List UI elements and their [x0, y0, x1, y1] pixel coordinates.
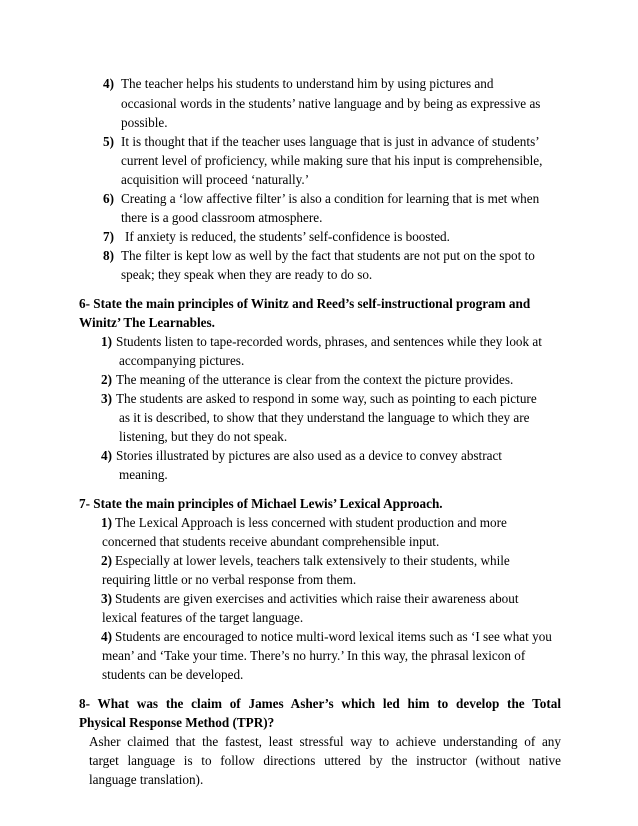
section-heading: Winitz’ The Learnables.	[79, 315, 215, 330]
list-item-text: The Lexical Approach is less concerned with student production and more	[115, 515, 507, 530]
list-item-text: occasional words in the students’ native language and by being as expressive as	[121, 96, 541, 111]
list-item-text: The students are asked to respond in some way, such as pointing to each picture	[116, 391, 537, 406]
section-heading: 8- What was the claim of James Asher’s which led him to develop the Total	[79, 696, 561, 711]
list-item-text: current level of proficiency, while making sure that his input is comprehensible,	[121, 153, 543, 168]
list-item-number: 4)	[101, 448, 112, 463]
list-item-number: 3)	[101, 391, 112, 406]
list-item-text: students can be developed.	[102, 667, 244, 682]
list-item-number: 1)	[101, 515, 112, 530]
list-item-text: The teacher helps his students to understand him by using pictures and	[121, 76, 494, 91]
list-item-number: 8)	[103, 248, 114, 263]
section-heading: Physical Response Method (TPR)?	[79, 715, 275, 730]
answer-text: language translation).	[89, 772, 204, 787]
list-item-text: Students are given exercises and activities which raise their awareness about	[115, 591, 519, 606]
list-item-text: If anxiety is reduced, the students’ self-confidence is boosted.	[125, 229, 450, 244]
list-item-number: 4)	[103, 76, 114, 91]
list-item-number: 2)	[101, 553, 112, 568]
list-item-text: accompanying pictures.	[119, 353, 245, 368]
list-item-text: as it is described, to show that they understand the language to which they are	[119, 410, 530, 425]
list-item-text: acquisition will proceed ‘naturally.’	[121, 172, 310, 187]
list-item-text: Especially at lower levels, teachers talk extensively to their students, while	[115, 553, 510, 568]
list-item-text: concerned that students receive abundant comprehensible input.	[102, 534, 440, 549]
answer-text: target language is to follow directions uttered by the instructor (without native	[89, 753, 561, 768]
answer-text: Asher claimed that the fastest, least stressful way to achieve understanding of any	[89, 734, 561, 749]
list-item-text: It is thought that if the teacher uses language that is just in advance of students’	[121, 134, 540, 149]
list-item-text: possible.	[121, 115, 168, 130]
list-item-text: Creating a ‘low affective filter’ is also a condition for learning that is met when	[121, 191, 540, 206]
list-item-text: listening, but they do not speak.	[119, 429, 288, 444]
list-item-text: speak; they speak when they are ready to do so.	[121, 267, 373, 282]
list-item-number: 2)	[101, 372, 112, 387]
list-item-text: mean’ and ‘Take your time. There’s no hurry.’ In this way, the phrasal lexicon of	[102, 648, 526, 663]
list-item-text: Students are encouraged to notice multi-word lexical items such as ‘I see what you	[115, 629, 552, 644]
list-item-text: requiring little or no verbal response from them.	[102, 572, 357, 587]
list-item-number: 6)	[103, 191, 114, 206]
list-item-number: 5)	[103, 134, 114, 149]
list-item-text: there is a good classroom atmosphere.	[121, 210, 323, 225]
section-heading: 6- State the main principles of Winitz and Reed’s self-instructional program and	[79, 296, 531, 311]
section-heading: 7- State the main principles of Michael Lewis’ Lexical Approach.	[79, 496, 443, 511]
list-item-number: 1)	[101, 334, 112, 349]
list-item-text: Students listen to tape-recorded words, phrases, and sentences while they look at	[116, 334, 542, 349]
list-item-text: meaning.	[119, 467, 168, 482]
list-item-number: 4)	[101, 629, 112, 644]
list-item-text: The meaning of the utterance is clear from the context the picture provides.	[116, 372, 514, 387]
list-item-text: Stories illustrated by pictures are also used as a device to convey abstract	[116, 448, 502, 463]
list-item-number: 3)	[101, 591, 112, 606]
list-item-number: 7)	[103, 229, 114, 244]
list-item-text: lexical features of the target language.	[102, 610, 304, 625]
list-item-text: The filter is kept low as well by the fact that students are not put on the spot to	[121, 248, 535, 263]
